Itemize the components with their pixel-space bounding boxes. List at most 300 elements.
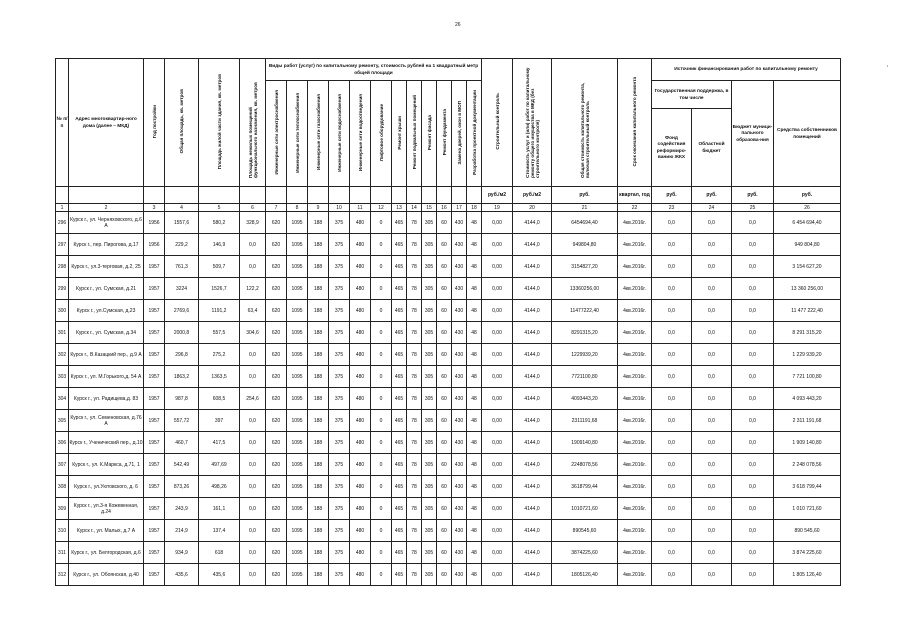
fund-reform-cell: 0,0	[652, 234, 692, 256]
header-cell-5: Площадь жилой части здания, кв. метров	[199, 59, 240, 187]
work-cost-cell: 620	[266, 278, 287, 300]
construction-control-cell: 0,00	[482, 498, 513, 520]
address-cell: Курск г., ул. Черняховского, д.6 А	[69, 212, 144, 234]
nonliving-area-cell: 0,0	[240, 432, 266, 454]
completion-term-cell: 4кв.2016г.	[618, 388, 652, 410]
owners-funds-cell: 7 721 100,80	[774, 366, 841, 388]
column-number: 13	[392, 204, 407, 212]
work-cost-cell: 465	[392, 344, 407, 366]
header-cell-16: Ремонт фундамента	[437, 81, 452, 187]
address-cell: Курск г., ул. Сумская, д.21	[69, 278, 144, 300]
work-cost-cell: 188	[308, 300, 329, 322]
header-cell-1: № п/п	[56, 59, 69, 187]
nonliving-area-cell: 0,0	[240, 476, 266, 498]
cost-per-m2-cell: 4144,0	[513, 344, 552, 366]
year-cell: 1957	[144, 300, 165, 322]
work-cost-cell: 188	[308, 520, 329, 542]
work-cost-cell: 620	[266, 366, 287, 388]
work-cost-cell: 620	[266, 410, 287, 432]
work-cost-cell: 305	[422, 322, 437, 344]
column-number: 8	[287, 204, 308, 212]
work-cost-cell: 188	[308, 498, 329, 520]
work-cost-cell: 465	[392, 476, 407, 498]
work-cost-cell: 305	[422, 498, 437, 520]
municipal-budget-cell: 0,0	[732, 366, 774, 388]
work-cost-cell: 188	[308, 212, 329, 234]
work-cost-cell: 480	[350, 212, 371, 234]
work-cost-cell: 0	[371, 388, 392, 410]
table-row	[56, 278, 841, 300]
column-number: 14	[407, 204, 422, 212]
fund-reform-cell: 0,0	[652, 344, 692, 366]
work-cost-cell: 48	[467, 234, 482, 256]
cost-per-m2-cell: 4144,0	[513, 564, 552, 586]
work-cost-cell: 620	[266, 234, 287, 256]
work-cost-cell: 1095	[287, 476, 308, 498]
table-row	[56, 388, 841, 410]
work-cost-cell: 465	[392, 542, 407, 564]
unit-cell	[371, 187, 392, 204]
living-area-cell: 618	[199, 542, 240, 564]
nonliving-area-cell: 0,0	[240, 256, 266, 278]
work-cost-cell: 480	[350, 344, 371, 366]
municipal-budget-cell: 0,0	[732, 388, 774, 410]
total-area-cell: 987,8	[165, 388, 199, 410]
unit-cell-22: квартал, год	[618, 187, 652, 204]
work-cost-cell: 60	[437, 454, 452, 476]
work-cost-cell: 430	[452, 212, 467, 234]
unit-cell	[329, 187, 350, 204]
total-cost-cell: 11477222,40	[552, 300, 618, 322]
total-cost-cell: 949804,80	[552, 234, 618, 256]
owners-funds-cell: 2 248 078,56	[774, 454, 841, 476]
total-cost-cell: 890545,60	[552, 520, 618, 542]
work-cost-cell: 375	[329, 366, 350, 388]
work-cost-cell: 465	[392, 256, 407, 278]
column-number: 6	[240, 204, 266, 212]
column-number: 21	[552, 204, 618, 212]
total-cost-cell: 1229939,20	[552, 344, 618, 366]
nonliving-area-cell: 0,0	[240, 234, 266, 256]
header-cell-20: Стоимость услуг и (или) работ по капитальному ремонту общего имущества в МКД (без строительного контроля)	[513, 59, 552, 187]
work-cost-cell: 60	[437, 212, 452, 234]
municipal-budget-cell: 0,0	[732, 278, 774, 300]
unit-cell	[165, 187, 199, 204]
municipal-budget-cell: 0,0	[732, 498, 774, 520]
work-cost-cell: 465	[392, 212, 407, 234]
work-cost-cell: 465	[392, 388, 407, 410]
work-cost-cell: 1095	[287, 212, 308, 234]
header-cell-21: Общая стоимость капитального ремонта, включая строительный контроль	[552, 59, 618, 187]
construction-control-cell: 0,00	[482, 388, 513, 410]
capital-repair-table	[55, 58, 841, 586]
row-number-cell: 304	[56, 388, 69, 410]
work-cost-cell: 465	[392, 520, 407, 542]
address-cell: Курск г., ул. Радищева,д. 83	[69, 388, 144, 410]
work-cost-cell: 60	[437, 322, 452, 344]
column-number: 16	[437, 204, 452, 212]
unit-cell-24: руб.	[692, 187, 732, 204]
work-cost-cell: 78	[407, 454, 422, 476]
living-area-cell: 1363,5	[199, 366, 240, 388]
column-number: 25	[732, 204, 774, 212]
header-cell-9: Инженерные сети газоснабжения	[308, 81, 329, 187]
unit-cell	[240, 187, 266, 204]
owners-funds-cell: 11 477 222,40	[774, 300, 841, 322]
table-row	[56, 234, 841, 256]
owners-funds-cell: 13 360 256,00	[774, 278, 841, 300]
header-group-sources: Источник финансирования работ по капитальному ремонту	[652, 59, 841, 81]
construction-control-cell: 0,00	[482, 520, 513, 542]
work-cost-cell: 78	[407, 344, 422, 366]
regional-budget-cell: 0,0	[692, 410, 732, 432]
work-cost-cell: 375	[329, 256, 350, 278]
year-cell: 1956	[144, 234, 165, 256]
column-number: 15	[422, 204, 437, 212]
owners-funds-cell: 6 454 694,40	[774, 212, 841, 234]
work-cost-cell: 78	[407, 498, 422, 520]
unit-cell	[144, 187, 165, 204]
work-cost-cell: 430	[452, 344, 467, 366]
total-cost-cell: 1909140,80	[552, 432, 618, 454]
work-cost-cell: 375	[329, 520, 350, 542]
fund-reform-cell: 0,0	[652, 388, 692, 410]
total-area-cell: 3224	[165, 278, 199, 300]
living-area-cell: 497,69	[199, 454, 240, 476]
cost-per-m2-cell: 4144,0	[513, 432, 552, 454]
header-cell-8: Инженерные сети теплоснабжения	[287, 81, 308, 187]
work-cost-cell: 0	[371, 454, 392, 476]
municipal-budget-cell: 0,0	[732, 432, 774, 454]
work-cost-cell: 60	[437, 388, 452, 410]
total-area-cell: 761,3	[165, 256, 199, 278]
column-number: 4	[165, 204, 199, 212]
unit-cell	[452, 187, 467, 204]
work-cost-cell: 480	[350, 498, 371, 520]
fund-reform-cell: 0,0	[652, 542, 692, 564]
owners-funds-cell: 1 805 126,40	[774, 564, 841, 586]
owners-funds-cell: 890 545,60	[774, 520, 841, 542]
regional-budget-cell: 0,0	[692, 432, 732, 454]
year-cell: 1957	[144, 454, 165, 476]
year-cell: 1957	[144, 564, 165, 586]
cost-per-m2-cell: 4144,0	[513, 454, 552, 476]
work-cost-cell: 465	[392, 410, 407, 432]
municipal-budget-cell: 0,0	[732, 564, 774, 586]
total-cost-cell: 3154827,20	[552, 256, 618, 278]
cost-per-m2-cell: 4144,0	[513, 366, 552, 388]
work-cost-cell: 430	[452, 564, 467, 586]
work-cost-cell: 620	[266, 476, 287, 498]
year-cell: 1957	[144, 322, 165, 344]
construction-control-cell: 0,00	[482, 410, 513, 432]
regional-budget-cell: 0,0	[692, 344, 732, 366]
work-cost-cell: 188	[308, 256, 329, 278]
municipal-budget-cell: 0,0	[732, 520, 774, 542]
work-cost-cell: 1095	[287, 542, 308, 564]
header-cell-15: Ремонт фасада	[422, 81, 437, 187]
regional-budget-cell: 0,0	[692, 278, 732, 300]
work-cost-cell: 0	[371, 520, 392, 542]
units-row	[56, 187, 841, 204]
total-area-cell: 435,6	[165, 564, 199, 586]
unit-cell	[308, 187, 329, 204]
work-cost-cell: 60	[437, 366, 452, 388]
work-cost-cell: 1095	[287, 366, 308, 388]
row-number-cell: 302	[56, 344, 69, 366]
work-cost-cell: 1095	[287, 410, 308, 432]
total-cost-cell: 13360256,00	[552, 278, 618, 300]
work-cost-cell: 78	[407, 388, 422, 410]
regional-budget-cell: 0,0	[692, 476, 732, 498]
year-cell: 1957	[144, 256, 165, 278]
address-cell: Курск г., ул. Обоянская, д.40	[69, 564, 144, 586]
construction-control-cell: 0,00	[482, 542, 513, 564]
work-cost-cell: 0	[371, 432, 392, 454]
work-cost-cell: 0	[371, 476, 392, 498]
municipal-budget-cell: 0,0	[732, 454, 774, 476]
header-cell-17: Замена дверей, окон в МОП	[452, 81, 467, 187]
table-row	[56, 212, 841, 234]
unit-cell-20: руб./м2	[513, 187, 552, 204]
living-area-cell: 1191,2	[199, 300, 240, 322]
owners-funds-cell: 3 874 225,60	[774, 542, 841, 564]
cost-per-m2-cell: 4144,0	[513, 388, 552, 410]
work-cost-cell: 305	[422, 388, 437, 410]
work-cost-cell: 305	[422, 234, 437, 256]
work-cost-cell: 305	[422, 432, 437, 454]
work-cost-cell: 1095	[287, 234, 308, 256]
completion-term-cell: 4кв.2016г.	[618, 256, 652, 278]
work-cost-cell: 188	[308, 564, 329, 586]
work-cost-cell: 465	[392, 300, 407, 322]
work-cost-cell: 430	[452, 300, 467, 322]
work-cost-cell: 430	[452, 278, 467, 300]
address-cell: Курск г., В.Казацкий пер., д.9 А	[69, 344, 144, 366]
row-number-cell: 299	[56, 278, 69, 300]
work-cost-cell: 60	[437, 410, 452, 432]
unit-cell	[69, 187, 144, 204]
completion-term-cell: 4кв.2016г.	[618, 542, 652, 564]
column-number: 7	[266, 204, 287, 212]
work-cost-cell: 480	[350, 564, 371, 586]
nonliving-area-cell: 0,0	[240, 454, 266, 476]
owners-funds-cell: 1 229 939,20	[774, 344, 841, 366]
column-number: 19	[482, 204, 513, 212]
cost-per-m2-cell: 4144,0	[513, 498, 552, 520]
work-cost-cell: 78	[407, 476, 422, 498]
column-number-row	[56, 204, 841, 212]
construction-control-cell: 0,00	[482, 366, 513, 388]
table-row	[56, 498, 841, 520]
header-cell-23: Фонд содействия реформиро-ванию ЖКХ	[652, 109, 692, 187]
total-cost-cell: 8291315,20	[552, 322, 618, 344]
work-cost-cell: 1095	[287, 300, 308, 322]
unit-cell	[407, 187, 422, 204]
nonliving-area-cell: 63,4	[240, 300, 266, 322]
work-cost-cell: 430	[452, 432, 467, 454]
work-cost-cell: 465	[392, 322, 407, 344]
column-number: 5	[199, 204, 240, 212]
construction-control-cell: 0,00	[482, 564, 513, 586]
work-cost-cell: 480	[350, 388, 371, 410]
work-cost-cell: 620	[266, 520, 287, 542]
work-cost-cell: 0	[371, 322, 392, 344]
work-cost-cell: 480	[350, 300, 371, 322]
work-cost-cell: 480	[350, 410, 371, 432]
work-cost-cell: 375	[329, 498, 350, 520]
column-number: 11	[350, 204, 371, 212]
construction-control-cell: 0,00	[482, 344, 513, 366]
work-cost-cell: 0	[371, 410, 392, 432]
work-cost-cell: 430	[452, 498, 467, 520]
work-cost-cell: 375	[329, 234, 350, 256]
work-cost-cell: 480	[350, 278, 371, 300]
total-area-cell: 1863,2	[165, 366, 199, 388]
table-row	[56, 476, 841, 498]
work-cost-cell: 60	[437, 520, 452, 542]
total-cost-cell: 2248078,56	[552, 454, 618, 476]
owners-funds-cell: 949 804,80	[774, 234, 841, 256]
address-cell: Курск г., ул. Семеновская, д.76 А	[69, 410, 144, 432]
total-area-cell: 214,9	[165, 520, 199, 542]
living-area-cell: 608,5	[199, 388, 240, 410]
work-cost-cell: 465	[392, 564, 407, 586]
year-cell: 1957	[144, 344, 165, 366]
unit-cell	[392, 187, 407, 204]
address-cell: Курск г., пер. Пирогова, д.17	[69, 234, 144, 256]
work-cost-cell: 430	[452, 234, 467, 256]
work-cost-cell: 48	[467, 278, 482, 300]
work-cost-cell: 60	[437, 344, 452, 366]
completion-term-cell: 4кв.2016г.	[618, 564, 652, 586]
owners-funds-cell: 4 093 443,20	[774, 388, 841, 410]
work-cost-cell: 78	[407, 564, 422, 586]
work-cost-cell: 305	[422, 256, 437, 278]
work-cost-cell: 375	[329, 542, 350, 564]
municipal-budget-cell: 0,0	[732, 476, 774, 498]
work-cost-cell: 305	[422, 300, 437, 322]
regional-budget-cell: 0,0	[692, 498, 732, 520]
column-number: 23	[652, 204, 692, 212]
column-number: 22	[618, 204, 652, 212]
address-cell: Курск г., ул. Белгородская, д.6	[69, 542, 144, 564]
completion-term-cell: 4кв.2016г.	[618, 212, 652, 234]
construction-control-cell: 0,00	[482, 322, 513, 344]
completion-term-cell: 4кв.2016г.	[618, 322, 652, 344]
work-cost-cell: 465	[392, 366, 407, 388]
work-cost-cell: 480	[350, 322, 371, 344]
work-cost-cell: 48	[467, 366, 482, 388]
regional-budget-cell: 0,0	[692, 542, 732, 564]
work-cost-cell: 430	[452, 542, 467, 564]
work-cost-cell: 375	[329, 322, 350, 344]
total-area-cell: 934,9	[165, 542, 199, 564]
table-row	[56, 520, 841, 542]
work-cost-cell: 480	[350, 542, 371, 564]
completion-term-cell: 4кв.2016г.	[618, 520, 652, 542]
column-number: 3	[144, 204, 165, 212]
regional-budget-cell: 0,0	[692, 454, 732, 476]
fund-reform-cell: 0,0	[652, 410, 692, 432]
work-cost-cell: 620	[266, 454, 287, 476]
total-cost-cell: 7721100,80	[552, 366, 618, 388]
regional-budget-cell: 0,0	[692, 366, 732, 388]
fund-reform-cell: 0,0	[652, 520, 692, 542]
completion-term-cell: 4кв.2016г.	[618, 476, 652, 498]
table-row	[56, 344, 841, 366]
header-cell-24: Областной бюджет	[692, 109, 732, 187]
work-cost-cell: 188	[308, 234, 329, 256]
fund-reform-cell: 0,0	[652, 212, 692, 234]
nonliving-area-cell: 0,0	[240, 564, 266, 586]
work-cost-cell: 188	[308, 388, 329, 410]
regional-budget-cell: 0,0	[692, 520, 732, 542]
nonliving-area-cell: 0,0	[240, 344, 266, 366]
work-cost-cell: 188	[308, 542, 329, 564]
regional-budget-cell: 0,0	[692, 212, 732, 234]
work-cost-cell: 375	[329, 388, 350, 410]
fund-reform-cell: 0,0	[652, 300, 692, 322]
municipal-budget-cell: 0,0	[732, 300, 774, 322]
work-cost-cell: 305	[422, 520, 437, 542]
nonliving-area-cell: 122,2	[240, 278, 266, 300]
work-cost-cell: 1095	[287, 322, 308, 344]
header-cell-4: Общая площадь, кв. метров	[165, 59, 199, 187]
work-cost-cell: 430	[452, 388, 467, 410]
header-cell-14: Ремонт подвальных помещений	[407, 81, 422, 187]
work-cost-cell: 0	[371, 564, 392, 586]
column-number: 20	[513, 204, 552, 212]
work-cost-cell: 620	[266, 344, 287, 366]
header-cell-7: Инженерные сети электроснабжения	[266, 81, 287, 187]
total-area-cell: 1557,6	[165, 212, 199, 234]
row-number-cell: 310	[56, 520, 69, 542]
cost-per-m2-cell: 4144,0	[513, 300, 552, 322]
unit-cell	[199, 187, 240, 204]
work-cost-cell: 465	[392, 234, 407, 256]
construction-control-cell: 0,00	[482, 454, 513, 476]
work-cost-cell: 188	[308, 432, 329, 454]
municipal-budget-cell: 0,0	[732, 256, 774, 278]
work-cost-cell: 480	[350, 520, 371, 542]
work-cost-cell: 430	[452, 454, 467, 476]
cost-per-m2-cell: 4144,0	[513, 410, 552, 432]
work-cost-cell: 305	[422, 410, 437, 432]
work-cost-cell: 430	[452, 410, 467, 432]
cost-per-m2-cell: 4144,0	[513, 520, 552, 542]
work-cost-cell: 48	[467, 454, 482, 476]
work-cost-cell: 375	[329, 454, 350, 476]
work-cost-cell: 60	[437, 498, 452, 520]
completion-term-cell: 4кв.2016г.	[618, 454, 652, 476]
year-cell: 1957	[144, 388, 165, 410]
fund-reform-cell: 0,0	[652, 454, 692, 476]
header-group-state: Государственная поддержка, в том числе	[652, 81, 732, 109]
work-cost-cell: 465	[392, 278, 407, 300]
work-cost-cell: 0	[371, 344, 392, 366]
work-cost-cell: 375	[329, 278, 350, 300]
year-cell: 1957	[144, 278, 165, 300]
cost-per-m2-cell: 4144,0	[513, 322, 552, 344]
work-cost-cell: 48	[467, 212, 482, 234]
owners-funds-cell: 8 291 315,20	[774, 322, 841, 344]
unit-cell	[56, 187, 69, 204]
work-cost-cell: 305	[422, 564, 437, 586]
construction-control-cell: 0,00	[482, 234, 513, 256]
column-number: 2	[69, 204, 144, 212]
total-area-cell: 557,72	[165, 410, 199, 432]
